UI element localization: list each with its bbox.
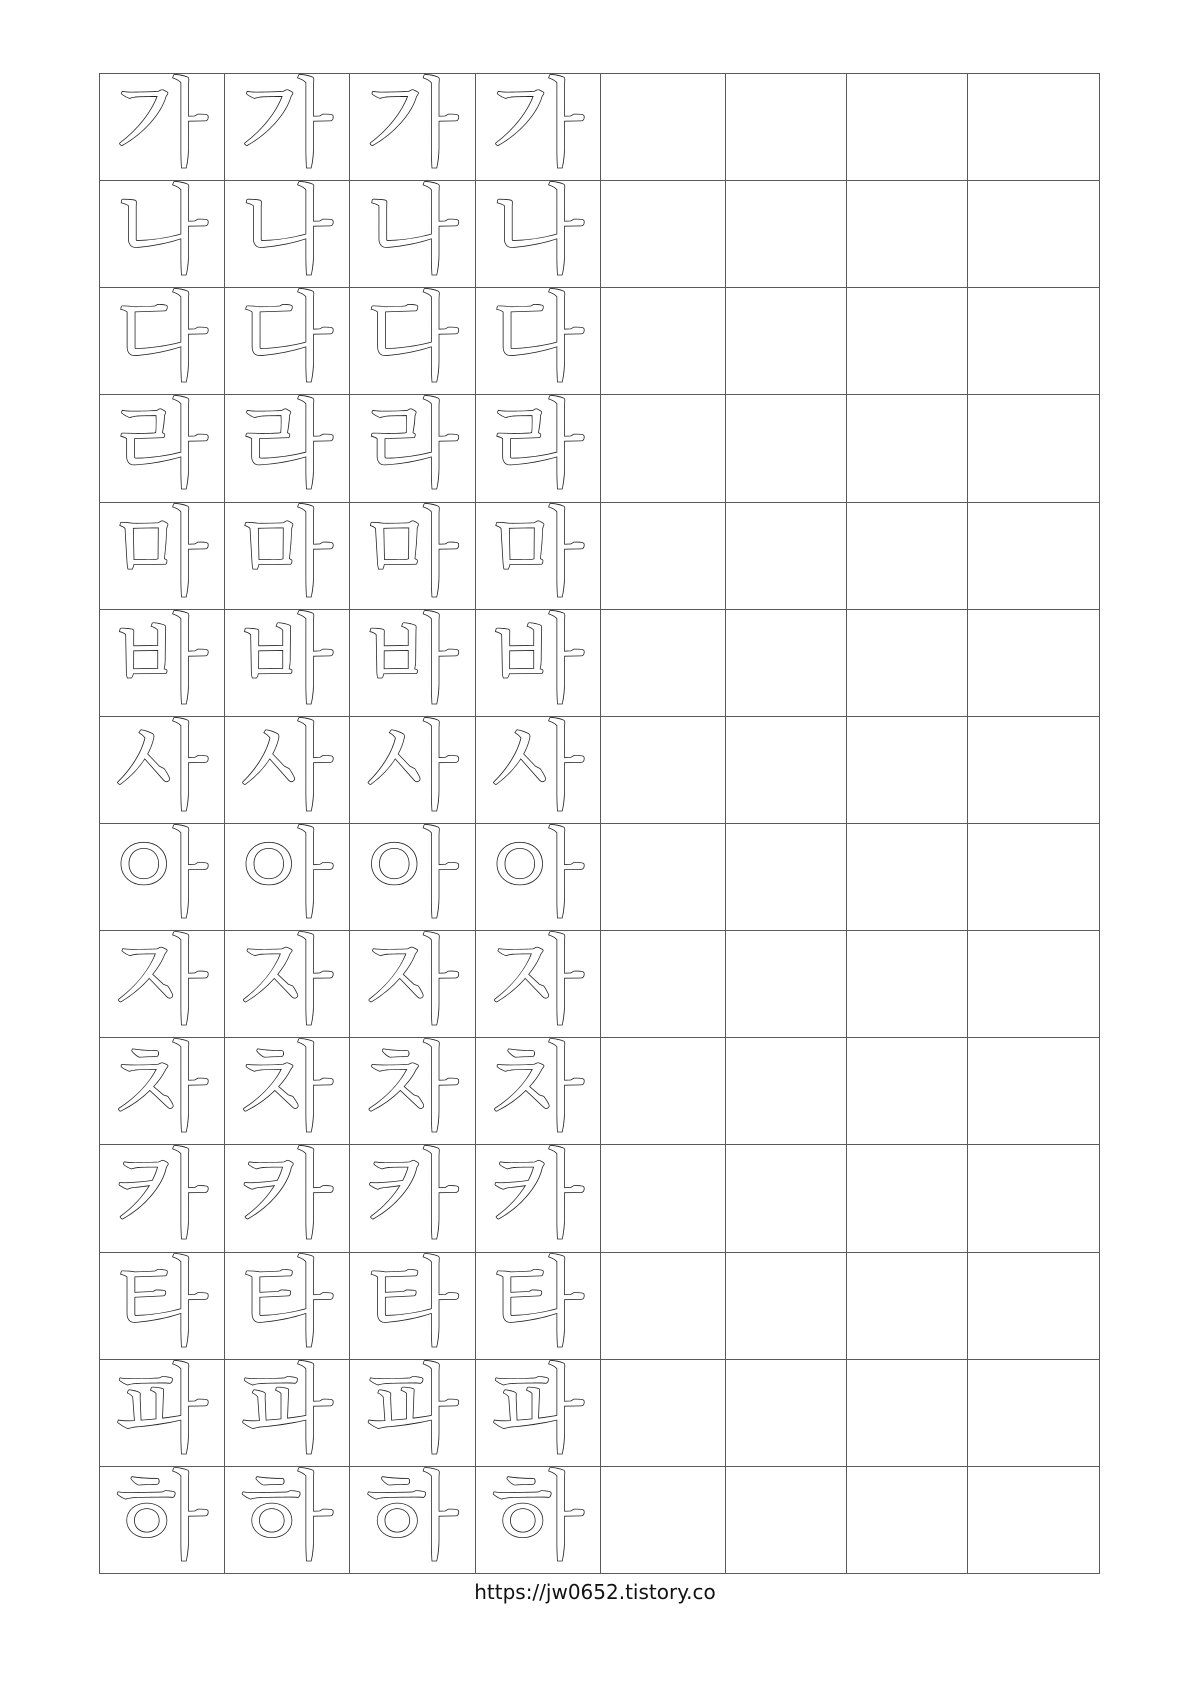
blank-practice-cell[interactable] (847, 609, 968, 716)
trace-character: 하 (491, 1466, 585, 1573)
blank-practice-cell[interactable] (601, 74, 726, 181)
trace-character: 나 (366, 180, 459, 288)
blank-practice-cell[interactable] (968, 1145, 1100, 1252)
trace-cell (350, 395, 476, 502)
trace-cell (476, 1252, 601, 1359)
trace-character: 다 (366, 287, 459, 395)
trace-cell (350, 1038, 476, 1145)
trace-cell (476, 1466, 601, 1573)
trace-character: 카 (491, 1144, 585, 1252)
trace-cell (225, 502, 350, 609)
worksheet-row (100, 609, 1100, 716)
trace-cell (476, 1038, 601, 1145)
trace-character: 사 (491, 716, 585, 823)
trace-character: 바 (240, 609, 334, 716)
blank-practice-cell[interactable] (726, 1466, 847, 1573)
blank-practice-cell[interactable] (726, 1252, 847, 1359)
trace-cell (476, 1359, 601, 1466)
trace-cell (476, 502, 601, 609)
trace-cell (100, 502, 225, 609)
trace-character: 자 (491, 930, 585, 1038)
blank-practice-cell[interactable] (601, 931, 726, 1038)
trace-character: 파 (366, 1359, 459, 1466)
trace-character: 나 (491, 180, 585, 288)
blank-practice-cell[interactable] (968, 395, 1100, 502)
trace-cell (350, 609, 476, 716)
trace-character: 차 (115, 1037, 209, 1145)
trace-character: 자 (240, 930, 334, 1038)
trace-character: 자 (115, 930, 209, 1038)
trace-character: 가 (366, 73, 459, 181)
blank-practice-cell[interactable] (968, 181, 1100, 288)
blank-practice-cell[interactable] (601, 1359, 726, 1466)
trace-character: 하 (240, 1466, 334, 1573)
trace-character: 다 (115, 287, 209, 395)
blank-practice-cell[interactable] (726, 823, 847, 930)
trace-cell (100, 716, 225, 823)
blank-practice-cell[interactable] (847, 288, 968, 395)
trace-cell (100, 609, 225, 716)
blank-practice-cell[interactable] (968, 716, 1100, 823)
blank-practice-cell[interactable] (847, 74, 968, 181)
blank-practice-cell[interactable] (847, 716, 968, 823)
trace-cell (476, 74, 601, 181)
blank-practice-cell[interactable] (847, 502, 968, 609)
trace-character: 마 (115, 502, 209, 609)
worksheet-row (100, 395, 1100, 502)
trace-cell (476, 288, 601, 395)
blank-practice-cell[interactable] (847, 931, 968, 1038)
blank-practice-cell[interactable] (968, 1466, 1100, 1573)
trace-character: 다 (491, 287, 585, 395)
worksheet-row (100, 823, 1100, 930)
trace-character: 카 (115, 1144, 209, 1252)
trace-character: 마 (491, 502, 585, 609)
trace-character: 차 (240, 1037, 334, 1145)
worksheet-row (100, 716, 1100, 823)
blank-practice-cell[interactable] (601, 823, 726, 930)
blank-practice-cell[interactable] (726, 1038, 847, 1145)
trace-cell (225, 181, 350, 288)
blank-practice-cell[interactable] (601, 1466, 726, 1573)
trace-cell (100, 1038, 225, 1145)
trace-cell (350, 1145, 476, 1252)
trace-cell (225, 716, 350, 823)
trace-character: 아 (115, 823, 209, 931)
trace-cell (225, 1038, 350, 1145)
trace-character: 가 (240, 73, 334, 181)
trace-character: 가 (115, 73, 209, 181)
blank-practice-cell[interactable] (968, 931, 1100, 1038)
trace-cell (100, 395, 225, 502)
blank-practice-cell[interactable] (726, 1145, 847, 1252)
trace-cell (225, 823, 350, 930)
trace-cell (350, 823, 476, 930)
trace-cell (350, 181, 476, 288)
trace-character: 다 (240, 287, 334, 395)
trace-cell (350, 1359, 476, 1466)
trace-character: 나 (115, 180, 209, 288)
trace-character: 자 (366, 930, 459, 1038)
worksheet-row (100, 502, 1100, 609)
trace-character: 아 (366, 823, 459, 931)
worksheet-row (100, 1359, 1100, 1466)
blank-practice-cell[interactable] (847, 1038, 968, 1145)
trace-cell (350, 288, 476, 395)
blank-practice-cell[interactable] (968, 1038, 1100, 1145)
trace-cell (350, 1252, 476, 1359)
blank-practice-cell[interactable] (601, 1145, 726, 1252)
trace-character: 라 (115, 394, 209, 502)
trace-cell (476, 823, 601, 930)
trace-character: 카 (240, 1144, 334, 1252)
trace-cell (476, 716, 601, 823)
trace-character: 가 (491, 73, 585, 181)
blank-practice-cell[interactable] (968, 288, 1100, 395)
trace-character: 라 (240, 394, 334, 502)
blank-practice-cell[interactable] (726, 502, 847, 609)
blank-practice-cell[interactable] (601, 716, 726, 823)
trace-cell (100, 1252, 225, 1359)
trace-cell (100, 1145, 225, 1252)
trace-cell (476, 181, 601, 288)
trace-cell (350, 1466, 476, 1573)
trace-cell (476, 931, 601, 1038)
worksheet-row (100, 1038, 1100, 1145)
blank-practice-cell[interactable] (726, 716, 847, 823)
trace-cell (350, 502, 476, 609)
footer-url: https://jw0652.tistory.co (474, 1580, 716, 1604)
practice-grid (99, 73, 1100, 1574)
blank-practice-cell[interactable] (726, 74, 847, 181)
trace-cell (476, 1145, 601, 1252)
blank-practice-cell[interactable] (726, 395, 847, 502)
blank-practice-cell[interactable] (847, 1359, 968, 1466)
trace-cell (100, 931, 225, 1038)
trace-character: 사 (240, 716, 334, 823)
trace-cell (225, 288, 350, 395)
blank-practice-cell[interactable] (847, 823, 968, 930)
trace-character: 차 (491, 1037, 585, 1145)
trace-character: 파 (240, 1359, 334, 1466)
trace-cell (225, 931, 350, 1038)
trace-character: 바 (366, 609, 459, 716)
blank-practice-cell[interactable] (726, 931, 847, 1038)
blank-practice-cell[interactable] (968, 823, 1100, 930)
trace-cell (100, 288, 225, 395)
trace-character: 아 (491, 823, 585, 931)
trace-character: 하 (366, 1466, 459, 1573)
trace-character: 타 (366, 1252, 459, 1359)
trace-cell (225, 74, 350, 181)
trace-cell (225, 1145, 350, 1252)
blank-practice-cell[interactable] (968, 1359, 1100, 1466)
trace-cell (100, 1466, 225, 1573)
worksheet-row (100, 74, 1100, 181)
blank-practice-cell[interactable] (847, 1145, 968, 1252)
trace-character: 타 (491, 1252, 585, 1359)
trace-cell (100, 823, 225, 930)
trace-cell (100, 1359, 225, 1466)
trace-character: 타 (240, 1252, 334, 1359)
blank-practice-cell[interactable] (968, 609, 1100, 716)
trace-cell (100, 181, 225, 288)
blank-practice-cell[interactable] (601, 1038, 726, 1145)
trace-character: 나 (240, 180, 334, 288)
trace-character: 마 (240, 502, 334, 609)
trace-character: 차 (366, 1037, 459, 1145)
blank-practice-cell[interactable] (726, 1359, 847, 1466)
blank-practice-cell[interactable] (968, 1252, 1100, 1359)
trace-cell (225, 1252, 350, 1359)
trace-character: 사 (115, 716, 209, 823)
blank-practice-cell[interactable] (968, 74, 1100, 181)
trace-character: 바 (115, 609, 209, 716)
blank-practice-cell[interactable] (968, 502, 1100, 609)
worksheet-row (100, 1252, 1100, 1359)
trace-cell (225, 1359, 350, 1466)
blank-practice-cell[interactable] (726, 609, 847, 716)
trace-cell (225, 395, 350, 502)
trace-cell (476, 395, 601, 502)
trace-character: 라 (491, 394, 585, 502)
blank-practice-cell[interactable] (726, 181, 847, 288)
trace-cell (476, 609, 601, 716)
worksheet-row (100, 1145, 1100, 1252)
trace-cell (350, 716, 476, 823)
blank-practice-cell[interactable] (601, 181, 726, 288)
trace-cell (100, 74, 225, 181)
trace-character: 아 (240, 823, 334, 931)
trace-cell (350, 74, 476, 181)
trace-character: 파 (115, 1359, 209, 1466)
trace-character: 바 (491, 609, 585, 716)
trace-character: 마 (366, 502, 459, 609)
trace-character: 사 (366, 716, 459, 823)
trace-character: 하 (115, 1466, 209, 1573)
trace-cell (225, 609, 350, 716)
blank-practice-cell[interactable] (601, 395, 726, 502)
worksheet-row (100, 288, 1100, 395)
worksheet-row (100, 1466, 1100, 1573)
blank-practice-cell[interactable] (847, 1252, 968, 1359)
trace-character: 파 (491, 1359, 585, 1466)
trace-cell (225, 1466, 350, 1573)
blank-practice-cell[interactable] (601, 288, 726, 395)
blank-practice-cell[interactable] (847, 395, 968, 502)
blank-practice-cell[interactable] (601, 502, 726, 609)
blank-practice-cell[interactable] (601, 1252, 726, 1359)
trace-character: 카 (366, 1144, 459, 1252)
worksheet-row (100, 931, 1100, 1038)
trace-character: 타 (115, 1252, 209, 1359)
trace-cell (350, 931, 476, 1038)
blank-practice-cell[interactable] (847, 181, 968, 288)
blank-practice-cell[interactable] (847, 1466, 968, 1573)
worksheet-row (100, 181, 1100, 288)
blank-practice-cell[interactable] (726, 288, 847, 395)
blank-practice-cell[interactable] (601, 609, 726, 716)
trace-character: 라 (366, 394, 459, 502)
